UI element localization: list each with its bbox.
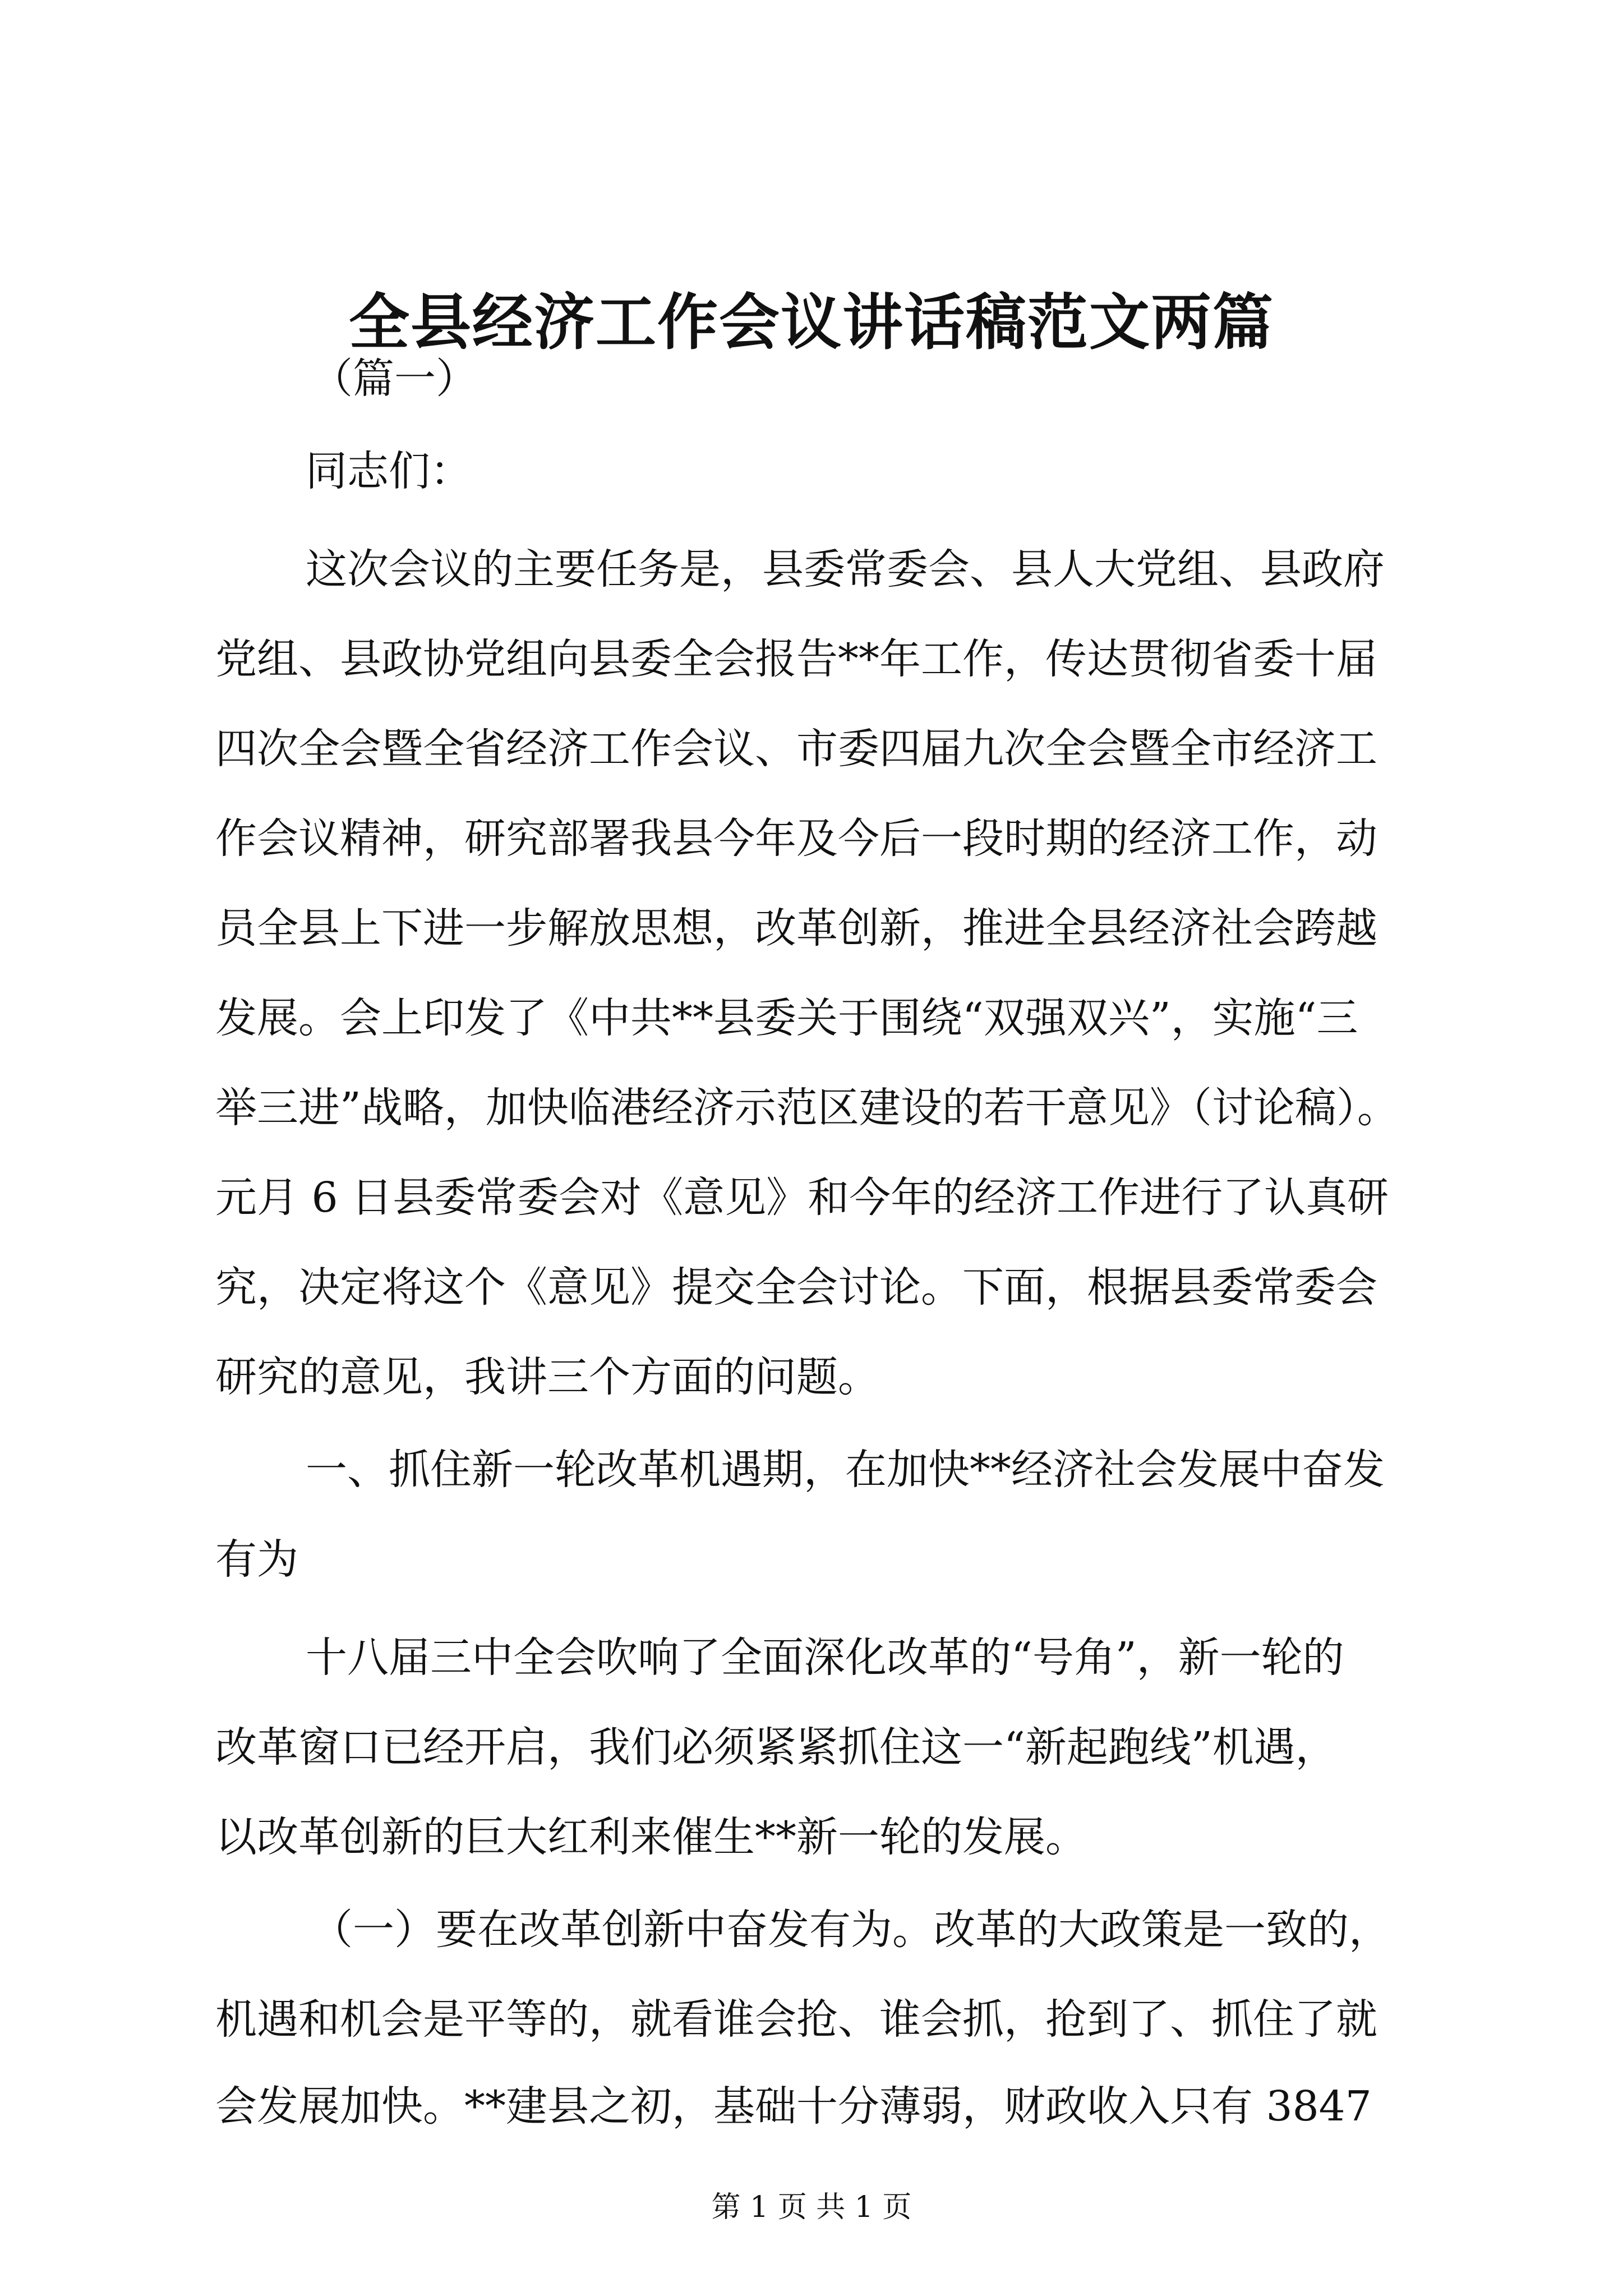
body-line: 党组、县政协党组向县委全会报告**年工作，传达贯彻省委十届	[215, 635, 1377, 683]
document-title: 全县经济工作会议讲话稿范文两篇	[348, 287, 1274, 358]
body-line: 会发展加快。**建县之初，基础十分薄弱，财政收入只有 3847	[215, 2082, 1372, 2131]
page-footer: 第 1 页 共 1 页	[711, 2191, 912, 2224]
body-line: 十八届三中全会吹响了全面深化改革的“号角”，新一轮的	[306, 1634, 1344, 1682]
body-line: 改革窗口已经开启，我们必须紧紧抓住这一“新起跑线”机遇，	[215, 1723, 1337, 1772]
body-line: 这次会议的主要任务是，县委常委会、县人大党组、县政府	[306, 545, 1385, 593]
body-line: 发展。会上印发了《中共**县委关于围绕“双强双兴”，实施“三	[215, 994, 1358, 1042]
salutation: 同志们：	[306, 447, 472, 495]
body-line: 以改革创新的巨大红利来催生**新一轮的发展。	[215, 1813, 1087, 1861]
section-label: （篇一）	[311, 355, 477, 403]
body-line: 作会议精神，研究部署我县今年及今后一段时期的经济工作，动	[215, 815, 1377, 863]
section-heading: 一、抓住新一轮改革机遇期，在加快**经济社会发展中奋发	[306, 1446, 1385, 1494]
body-line: 究，决定将这个《意见》提交全会讨论。下面，根据县委常委会	[215, 1263, 1377, 1312]
body-line: 元月 6 日县委常委会对《意见》和今年的经济工作进行了认真研	[215, 1174, 1389, 1222]
body-line: （一）要在改革创新中奋发有为。改革的大政策是一致的，	[311, 1906, 1390, 1954]
body-line: 研究的意见，我讲三个方面的问题。	[215, 1353, 879, 1401]
body-line: 四次全会暨全省经济工作会议、市委四届九次全会暨全市经济工	[215, 725, 1377, 773]
body-line: 机遇和机会是平等的，就看谁会抢、谁会抓，抢到了、抓住了就	[215, 1995, 1377, 2044]
section-heading: 有为	[215, 1535, 298, 1584]
body-line: 举三进”战略，加快临港经济示范区建设的若干意见》（讨论稿）。	[215, 1084, 1399, 1132]
body-line: 员全县上下进一步解放思想，改革创新，推进全县经济社会跨越	[215, 904, 1377, 953]
